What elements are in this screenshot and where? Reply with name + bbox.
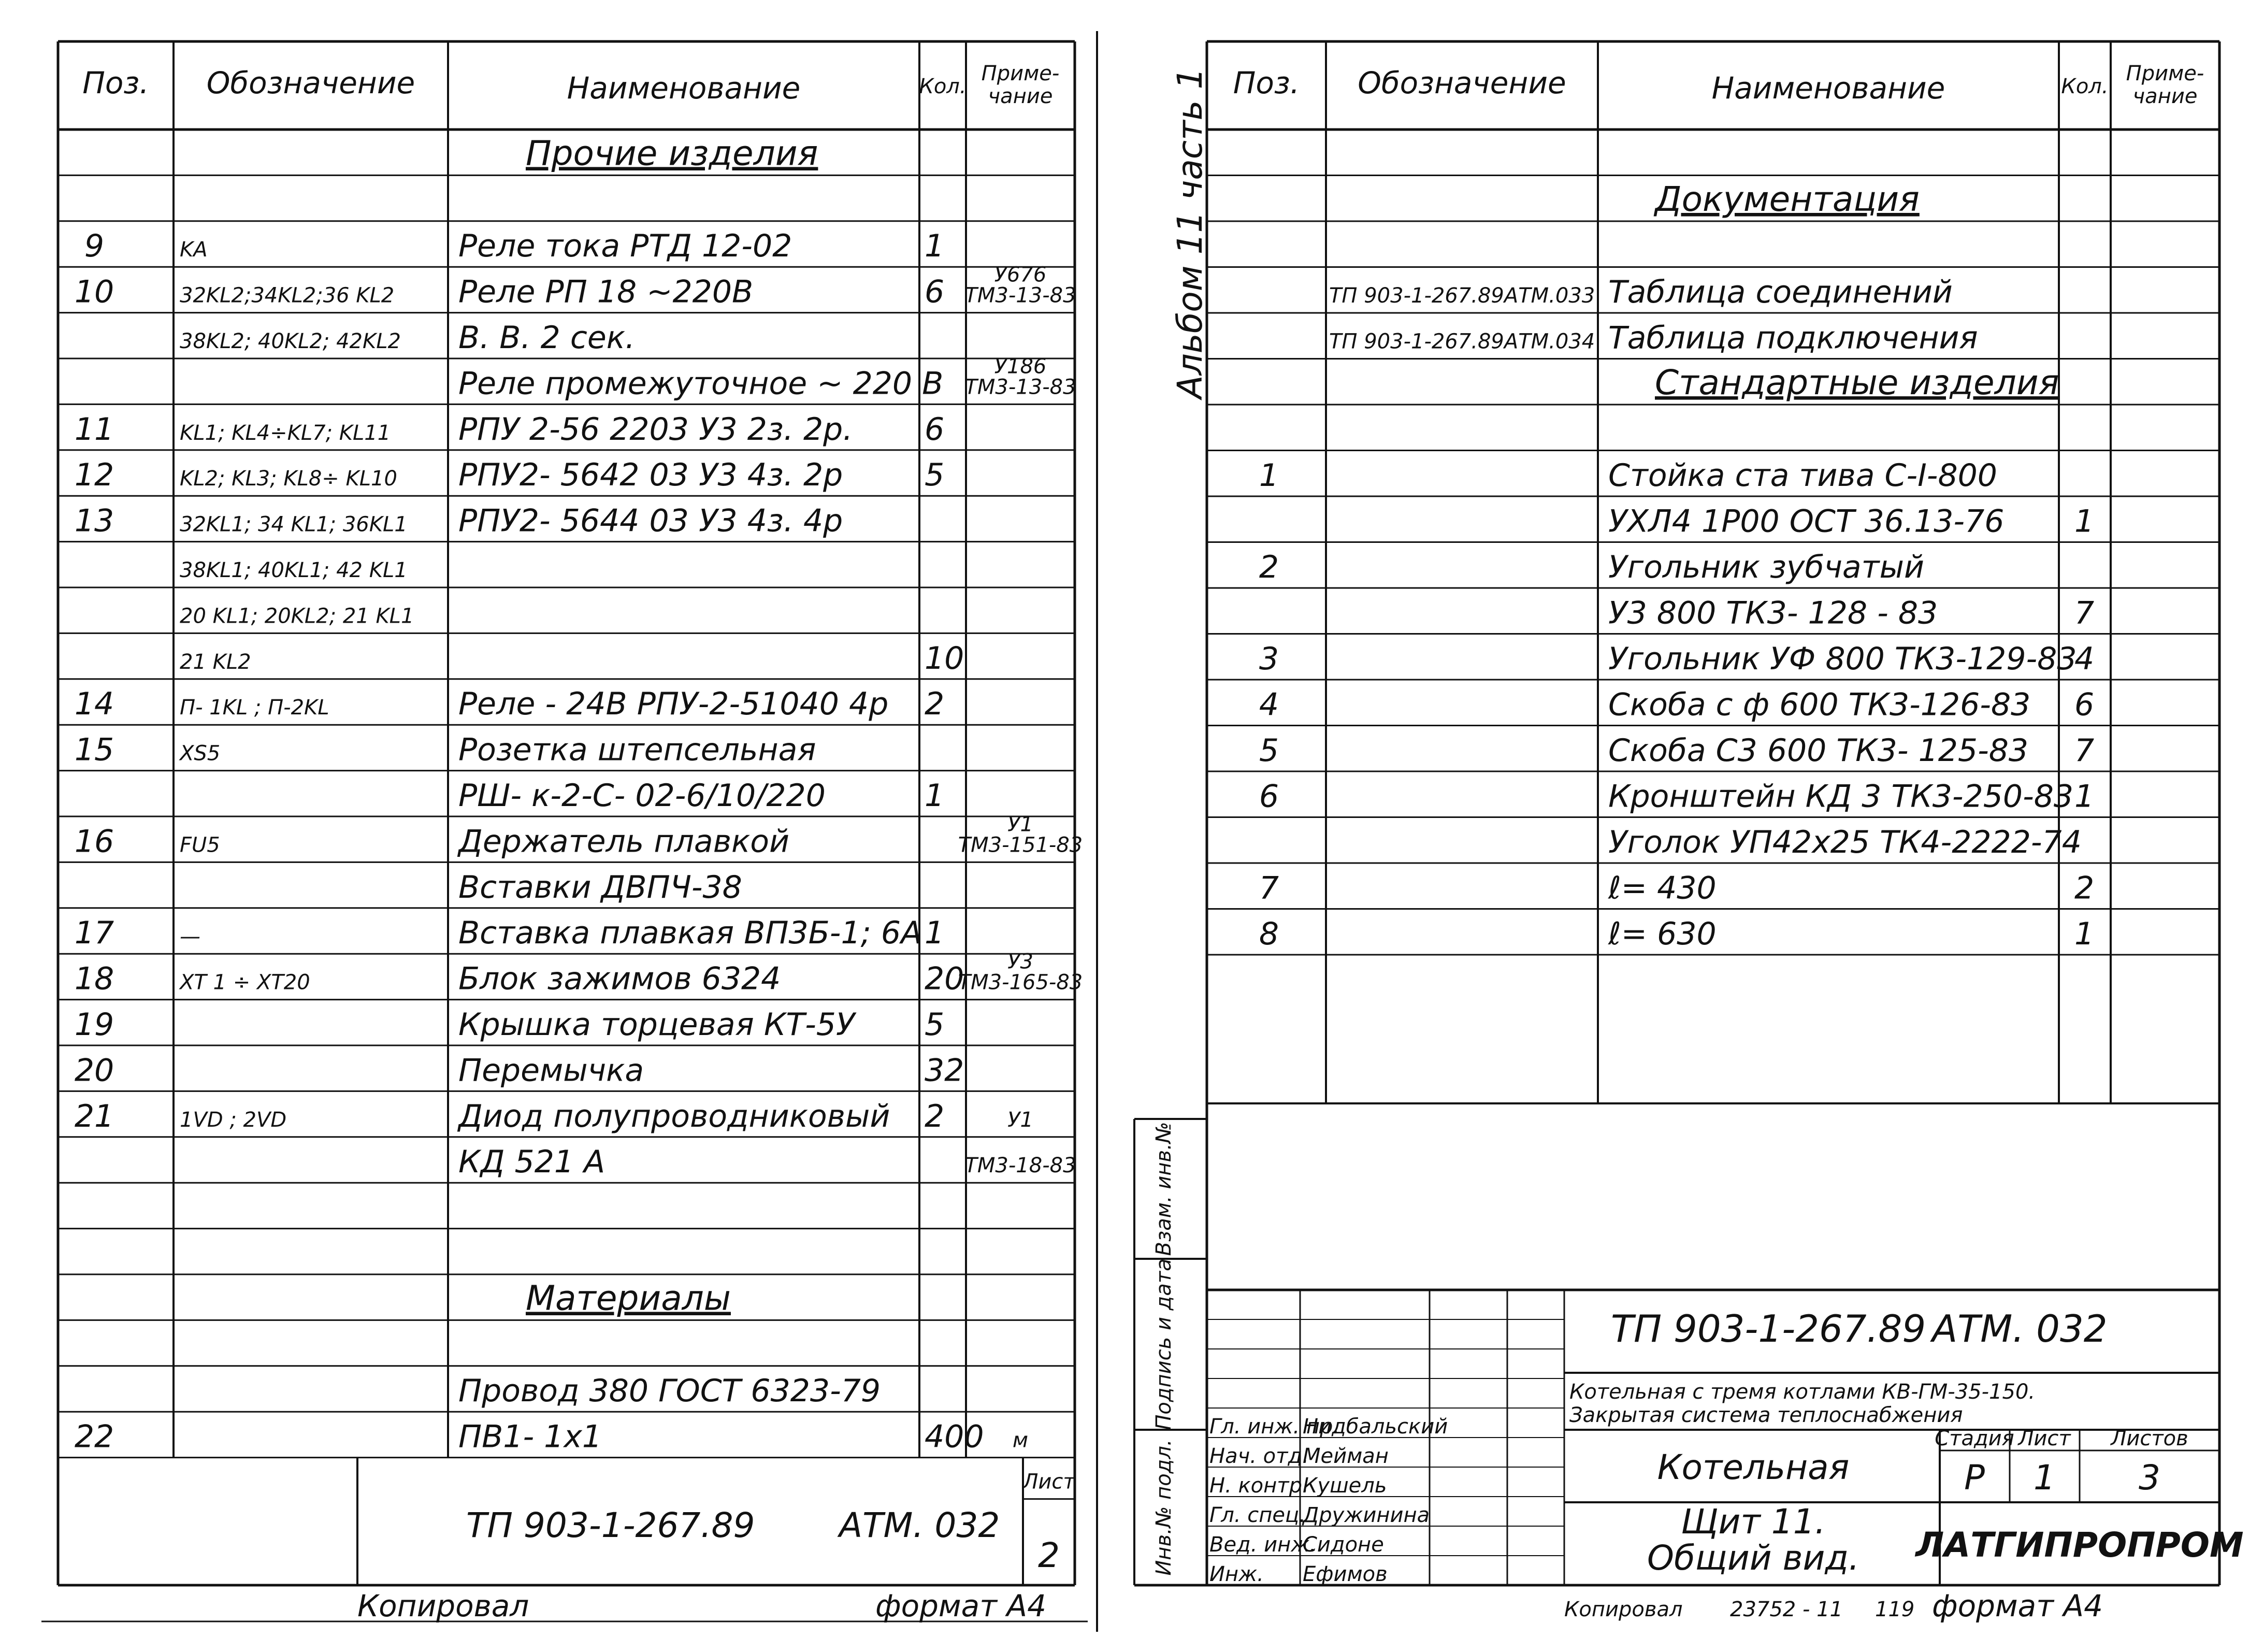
left-row-pos: 10 bbox=[74, 274, 114, 310]
left-row-pos: 13 bbox=[74, 502, 114, 539]
right-row-pos: 7 bbox=[1259, 870, 1279, 907]
left-row-pos: 17 bbox=[74, 915, 114, 952]
left-row-designation: 21 KL2 bbox=[180, 650, 251, 674]
title-person-name: Сидоне bbox=[1303, 1533, 1384, 1557]
left-row-qty: 1 bbox=[925, 778, 945, 814]
title-sheets-label: Листов bbox=[2111, 1427, 2188, 1450]
left-row-qty: 6 bbox=[925, 274, 945, 310]
left-row-designation: KA bbox=[180, 238, 208, 262]
left-row-name: Диод полупроводниковый bbox=[458, 1098, 890, 1134]
left-section-title: Прочие изделия bbox=[526, 133, 818, 174]
right-row-name: Скоба с ф 600 ТК3-126-83 bbox=[1608, 686, 2031, 723]
title-sheet-label: Лист bbox=[2018, 1427, 2071, 1450]
title-role: Гл. инж. пр. bbox=[1209, 1415, 1340, 1439]
right-row-designation: ТП 903-1-267.89АТМ.034 bbox=[1329, 329, 1595, 354]
left-row-name: ПВ1- 1х1 bbox=[458, 1418, 602, 1455]
right-row-qty: 2 bbox=[2074, 870, 2095, 907]
left-row-qty: 6 bbox=[925, 411, 945, 448]
left-row-note: ТМ3-151-83 bbox=[958, 833, 1083, 857]
left-row-designation: 20 KL1; 20KL2; 21 KL1 bbox=[180, 604, 414, 628]
left-row-designation: XS5 bbox=[180, 741, 221, 766]
left-row-pos: 15 bbox=[74, 731, 114, 768]
right-row-designation: ТП 903-1-267.89АТМ.033 bbox=[1329, 284, 1595, 308]
left-row-name: В. В. 2 сек. bbox=[458, 320, 636, 356]
title-project-line2: Закрытая система теплоснабжения bbox=[1569, 1403, 1963, 1427]
right-row-name: Угольник УФ 800 ТК3-129-83 bbox=[1608, 641, 2077, 677]
right-header-designation: Обозначение bbox=[1358, 65, 1566, 100]
title-role: Инж. bbox=[1209, 1562, 1264, 1586]
left-row-designation: XT 1 ÷ XT20 bbox=[180, 970, 310, 995]
title-object: Котельная bbox=[1657, 1447, 1850, 1487]
left-row-name: Реле - 24В РПУ-2-51040 4р bbox=[458, 686, 889, 723]
left-row-name: Провод 380 ГОСТ 6323-79 bbox=[458, 1373, 881, 1410]
title-stage-label: Стадия bbox=[1935, 1427, 2014, 1450]
left-row-note: У3 bbox=[1007, 950, 1033, 974]
right-section-title: Стандартные изделия bbox=[1655, 363, 2059, 403]
left-footer-sheet-label: Лист bbox=[1022, 1470, 1075, 1494]
right-row-name: У3 800 ТК3- 128 - 83 bbox=[1608, 595, 1938, 631]
right-row-qty: 6 bbox=[2074, 686, 2095, 723]
left-row-name: Перемычка bbox=[458, 1052, 644, 1089]
right-row-pos: 3 bbox=[1259, 641, 1279, 677]
title-person-name: Дружинина bbox=[1303, 1503, 1430, 1527]
left-row-note: У186 bbox=[994, 354, 1047, 379]
left-row-designation: 1VD ; 2VD bbox=[180, 1108, 287, 1132]
right-row-name: УХЛ4 1Р00 ОСТ 36.13-76 bbox=[1608, 503, 2005, 540]
right-row-pos: 6 bbox=[1259, 778, 1279, 815]
side-stamp-label: Подпись и дата bbox=[1152, 1258, 1176, 1430]
left-row-pos: 12 bbox=[74, 457, 114, 494]
left-row-qty: 400 bbox=[925, 1418, 984, 1455]
title-stage: Р bbox=[1964, 1458, 1985, 1498]
right-spec-table-text bbox=[1152, 62, 2244, 1586]
format-label-left: формат А4 bbox=[875, 1588, 1046, 1624]
right-row-name: Стойка ста тива С-I-800 bbox=[1608, 457, 1997, 494]
right-row-name: Скоба С3 600 ТК3- 125-83 bbox=[1608, 732, 2029, 769]
left-row-name: Держатель плавкой bbox=[458, 823, 789, 860]
right-row-qty: 7 bbox=[2074, 595, 2095, 631]
left-row-pos: 21 bbox=[74, 1098, 114, 1134]
archive-number: 23752 - 11 bbox=[1730, 1598, 1843, 1621]
left-header-pos: Поз. bbox=[82, 65, 149, 100]
left-row-note: У1 bbox=[1007, 1108, 1033, 1132]
right-row-name: Таблица соединений bbox=[1608, 274, 1953, 310]
right-row-name: Угольник зубчатый bbox=[1608, 549, 1924, 585]
right-row-qty: 1 bbox=[2074, 503, 2095, 540]
left-row-designation: — bbox=[180, 925, 200, 949]
left-row-qty: 20 bbox=[925, 960, 964, 997]
left-row-qty: 5 bbox=[925, 1007, 945, 1043]
side-stamp-label: Взам. инв.№ bbox=[1152, 1122, 1176, 1256]
left-row-designation: 32KL2;34KL2;36 KL2 bbox=[180, 283, 395, 308]
title-drawing-line1: Щит 11. bbox=[1681, 1502, 1826, 1542]
left-footer-sheet-no: 2 bbox=[1038, 1535, 1060, 1575]
left-header-name: Наименование bbox=[567, 70, 801, 106]
left-row-pos: 11 bbox=[74, 411, 114, 448]
title-sheet: 1 bbox=[2034, 1458, 2055, 1498]
right-row-qty: 4 bbox=[2074, 641, 2095, 677]
copied-by-right: Копировал bbox=[1564, 1598, 1683, 1621]
title-person-name: Кушель bbox=[1303, 1474, 1387, 1498]
left-row-name: РПУ 2-56 2203 У3 2з. 2р. bbox=[458, 411, 853, 448]
left-row-name: РПУ2- 5644 03 У3 4з. 4р bbox=[458, 502, 843, 539]
left-row-note: ТМ3-165-83 bbox=[958, 970, 1083, 995]
left-row-name: РШ- к-2-С- 02-6/10/220 bbox=[458, 778, 826, 814]
left-row-name: Крышка торцевая КТ-5У bbox=[458, 1007, 855, 1043]
album-label: Альбом 11 часть 1 bbox=[1170, 67, 1210, 399]
title-drawing-line2: Общий вид. bbox=[1647, 1538, 1859, 1578]
left-row-designation: 38KL2; 40KL2; 42KL2 bbox=[180, 329, 401, 353]
left-header-note: Приме- bbox=[981, 62, 1060, 85]
right-header-qty: Кол. bbox=[2061, 75, 2109, 98]
left-row-qty: 1 bbox=[925, 228, 945, 265]
right-row-pos: 2 bbox=[1259, 549, 1279, 585]
right-row-name: Уголок УП42х25 ТК4-2222-74 bbox=[1608, 824, 2082, 860]
right-row-pos: 1 bbox=[1259, 457, 1279, 494]
left-row-qty: 2 bbox=[925, 686, 945, 723]
left-row-name: Реле тока РТД 12-02 bbox=[458, 228, 792, 265]
left-row-designation: 38KL1; 40KL1; 42 KL1 bbox=[180, 558, 408, 582]
left-row-pos: 22 bbox=[74, 1418, 114, 1455]
title-project-line1: Котельная с тремя котлами КВ-ГМ-35-150. bbox=[1569, 1380, 2036, 1404]
title-role: Гл. спец. bbox=[1209, 1503, 1306, 1527]
left-row-pos: 20 bbox=[74, 1052, 114, 1089]
right-row-pos: 8 bbox=[1259, 916, 1279, 952]
left-row-pos: 16 bbox=[74, 823, 114, 860]
left-row-pos: 14 bbox=[74, 686, 114, 723]
left-row-name: Реле РП 18 ~220В bbox=[458, 274, 754, 310]
right-row-name: Таблица подключения bbox=[1608, 320, 1978, 356]
right-row-qty: 1 bbox=[2074, 916, 2095, 952]
right-row-name: Кронштейн КД 3 ТК3-250-83 bbox=[1608, 778, 2074, 815]
left-row-note: У676 bbox=[994, 263, 1047, 287]
title-role: Нач. отд. bbox=[1209, 1444, 1309, 1468]
title-role: Вед. инж. bbox=[1209, 1533, 1317, 1557]
left-row-note: ТМ3-13-83 bbox=[964, 375, 1076, 399]
archive-page: 119 bbox=[1875, 1598, 1915, 1621]
left-header-note: чание bbox=[988, 84, 1053, 108]
left-row-designation: 32KL1; 34 KL1; 36KL1 bbox=[180, 512, 408, 537]
left-row-designation: KL1; KL4÷KL7; KL11 bbox=[180, 421, 391, 445]
title-code: ТП 903-1-267.89 bbox=[1611, 1307, 1926, 1351]
left-row-qty: 10 bbox=[925, 640, 964, 677]
left-section-title: Материалы bbox=[526, 1278, 731, 1318]
copied-by-left: Копировал bbox=[357, 1588, 529, 1624]
left-row-designation: FU5 bbox=[180, 833, 220, 857]
title-person-name: Мейман bbox=[1303, 1444, 1389, 1468]
title-doc: АТМ. 032 bbox=[1932, 1307, 2108, 1351]
right-header-pos: Поз. bbox=[1233, 65, 1300, 100]
right-row-name: ℓ= 430 bbox=[1608, 870, 1717, 907]
right-row-name: ℓ= 630 bbox=[1608, 916, 1717, 952]
left-footer-doc: АТМ. 032 bbox=[839, 1505, 1000, 1545]
title-person-name: Нидбальский bbox=[1303, 1415, 1448, 1439]
left-row-name: Вставка плавкая ВП3Б-1; 6А bbox=[458, 915, 922, 952]
right-header-note: чание bbox=[2132, 84, 2198, 108]
left-row-name: Реле промежуточное ~ 220 В bbox=[458, 365, 944, 402]
left-row-qty: 5 bbox=[925, 457, 945, 494]
title-role: Н. контр. bbox=[1209, 1474, 1309, 1498]
left-row-designation: П- 1KL ; П-2KL bbox=[180, 696, 329, 720]
left-row-name: Блок зажимов 6324 bbox=[458, 960, 781, 997]
side-stamp-label: Инв.№ подл. bbox=[1152, 1439, 1176, 1576]
title-organization: ЛАТГИПРОПРОМ bbox=[1915, 1525, 2244, 1565]
left-row-qty: 2 bbox=[925, 1098, 945, 1134]
right-row-pos: 4 bbox=[1259, 686, 1279, 723]
left-row-designation: KL2; KL3; KL8÷ KL10 bbox=[180, 467, 397, 491]
left-row-qty: 32 bbox=[925, 1052, 964, 1089]
left-header-qty: Кол. bbox=[919, 75, 967, 98]
right-row-pos: 5 bbox=[1259, 732, 1279, 769]
left-row-pos: 19 bbox=[74, 1007, 114, 1043]
left-footer-code: ТП 903-1-267.89 bbox=[466, 1505, 755, 1545]
left-row-note: ТМ3-18-83 bbox=[964, 1154, 1076, 1178]
right-section-title: Документация bbox=[1655, 179, 1920, 219]
right-row-qty: 7 bbox=[2074, 732, 2095, 769]
left-row-note: м bbox=[1012, 1428, 1029, 1453]
left-row-name: РПУ2- 5642 03 У3 4з. 2р bbox=[458, 457, 843, 494]
left-row-pos: 18 bbox=[74, 960, 114, 997]
left-row-note: У1 bbox=[1007, 812, 1033, 837]
left-row-name: КД 521 А bbox=[458, 1144, 605, 1181]
right-row-qty: 1 bbox=[2074, 778, 2095, 815]
left-spec-table-text bbox=[75, 62, 1083, 1575]
left-row-pos: 9 bbox=[84, 228, 105, 265]
title-sheets: 3 bbox=[2139, 1458, 2160, 1498]
left-row-name: Вставки ДВПЧ-38 bbox=[458, 869, 742, 906]
title-person-name: Ефимов bbox=[1303, 1562, 1388, 1586]
left-row-qty: 1 bbox=[925, 915, 945, 952]
format-label-right: формат А4 bbox=[1932, 1588, 2103, 1624]
left-row-name: Розетка штепсельная bbox=[458, 731, 816, 768]
left-row-note: ТМ3-13-83 bbox=[964, 283, 1076, 308]
left-header-designation: Обозначение bbox=[206, 65, 415, 100]
right-header-note: Приме- bbox=[2126, 62, 2204, 85]
right-header-name: Наименование bbox=[1711, 70, 1945, 106]
